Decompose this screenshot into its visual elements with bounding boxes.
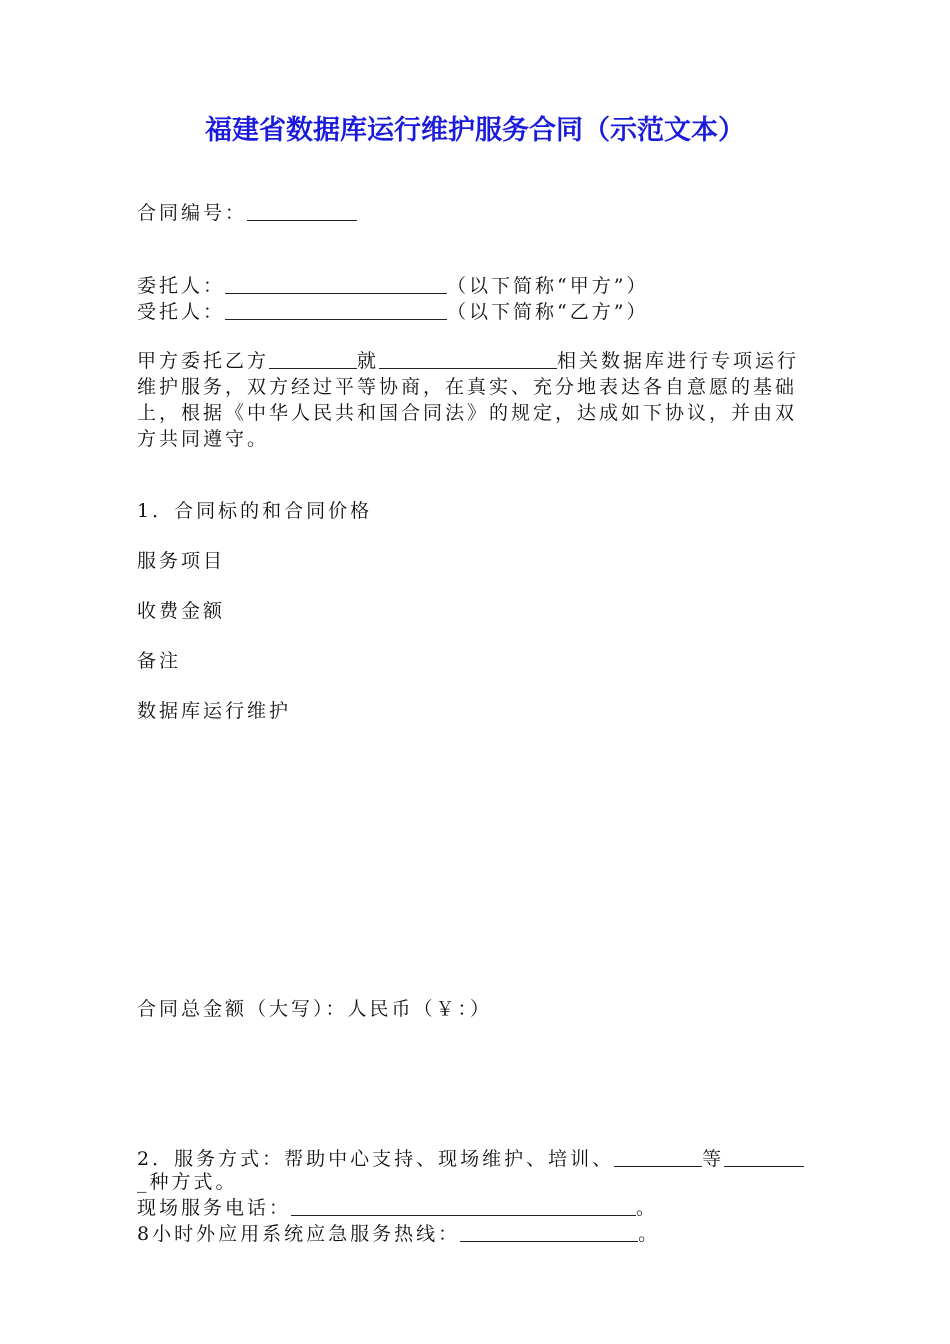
contract-number-line — [137, 200, 357, 226]
table-row-db-maintenance: 数据库运行维护 — [137, 700, 292, 722]
total-amount-line: 合同总金额（大写）：人民币（￥：） — [137, 998, 493, 1020]
contractor-label: 受托人： — [137, 301, 226, 323]
intro-line-3: 上，根据《中华人民共和国合同法》的规定，达成如下协议，并由双 — [137, 402, 798, 424]
document-title: 福建省数据库运行维护服务合同（示范文本） — [205, 115, 745, 146]
onsite-phone-end: 。 — [636, 1197, 659, 1219]
intro-blank-1 — [269, 348, 357, 369]
hotline-line — [137, 1221, 660, 1247]
intro-line-4: 方共同遵守。 — [137, 428, 270, 450]
section1-heading: 1．合同标的和合同价格 — [137, 500, 373, 522]
client-label: 委托人： — [137, 275, 226, 297]
onsite-phone-blank — [291, 1195, 636, 1216]
service-count-blank — [724, 1146, 804, 1167]
hotline-end: 。 — [638, 1223, 661, 1245]
intro-part1: 甲方委托乙方 — [137, 350, 270, 372]
intro-part2: 就 — [357, 350, 380, 372]
contractor-blank — [225, 299, 447, 320]
contractor-line — [137, 299, 648, 325]
client-blank — [225, 273, 447, 294]
hotline-blank — [460, 1221, 638, 1242]
intro-line-2: 维护服务，双方经过平等协商，在真实、充分地表达各自意愿的基础 — [137, 376, 798, 398]
table-col-fee-amount: 收费金额 — [137, 600, 226, 622]
section2-part1: 2．服务方式：帮助中心支持、现场维护、培训、 — [137, 1148, 615, 1170]
table-col-service-item: 服务项目 — [137, 550, 226, 572]
contractor-suffix: （以下简称“乙方”） — [447, 301, 649, 323]
section2-part2: 等 — [702, 1148, 725, 1170]
client-suffix: （以下简称“甲方”） — [447, 275, 649, 297]
service-method-blank — [614, 1146, 702, 1167]
intro-line1-end: 相关数据库进行专项运行 — [557, 350, 800, 372]
intro-blank-2 — [379, 348, 557, 369]
client-line — [137, 273, 648, 299]
hotline-label: 8小时外应用系统应急服务热线： — [137, 1223, 461, 1245]
contract-number-label: 合同编号： — [137, 202, 248, 224]
onsite-phone-line — [137, 1195, 658, 1221]
onsite-phone-label: 现场服务电话： — [137, 1197, 292, 1219]
contract-number-blank — [247, 200, 357, 221]
table-col-remarks: 备注 — [137, 650, 182, 672]
intro-line-1 — [137, 348, 799, 374]
section2-line-2: _种方式。 — [137, 1171, 238, 1193]
